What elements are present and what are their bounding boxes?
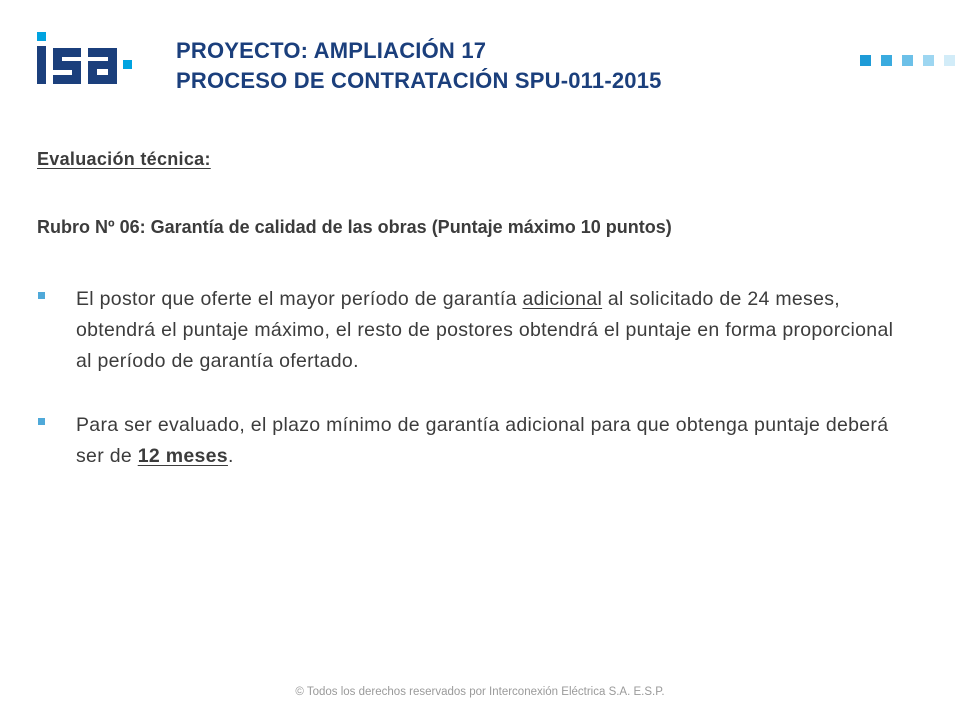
bullet-item [38,284,908,377]
bullet-text: Para ser evaluado, el plazo mínimo de garantía adicional para que obtenga puntaje deberá ser de 12 meses. [76,414,889,467]
square-2 [881,55,892,66]
copyright-footer: © Todos los derechos reservados por Interconexión Eléctrica S.A. E.S.P. [295,686,665,698]
square-5 [944,55,955,66]
isa-logo [33,32,153,88]
section-heading: Evaluación técnica: [37,149,211,169]
title-line-1: PROYECTO: AMPLIACIÓN 17 [176,38,487,63]
bullet-square-icon [38,418,45,425]
title-line-2: PROCESO DE CONTRATACIÓN SPU-011-2015 [176,68,662,93]
bullet-text: El postor que oferte el mayor período de garantía adicional al solicitado de 24 meses, obtendrá el puntaje máximo, el resto de postores obtendrá el puntaje en forma proporcional al período de garantía ofertado. [76,288,894,372]
slide-title [176,36,662,96]
bullet-square-icon [38,292,45,299]
rubro-heading: Rubro Nº 06: Garantía de calidad de las obras (Puntaje máximo 10 puntos) [37,217,672,237]
square-3 [902,55,913,66]
underlined-term: adicional [522,288,603,310]
square-4 [923,55,934,66]
emphasized-term: 12 meses [137,445,228,467]
square-1 [860,55,871,66]
bullet-list [38,284,908,505]
bullet-item [38,410,908,472]
